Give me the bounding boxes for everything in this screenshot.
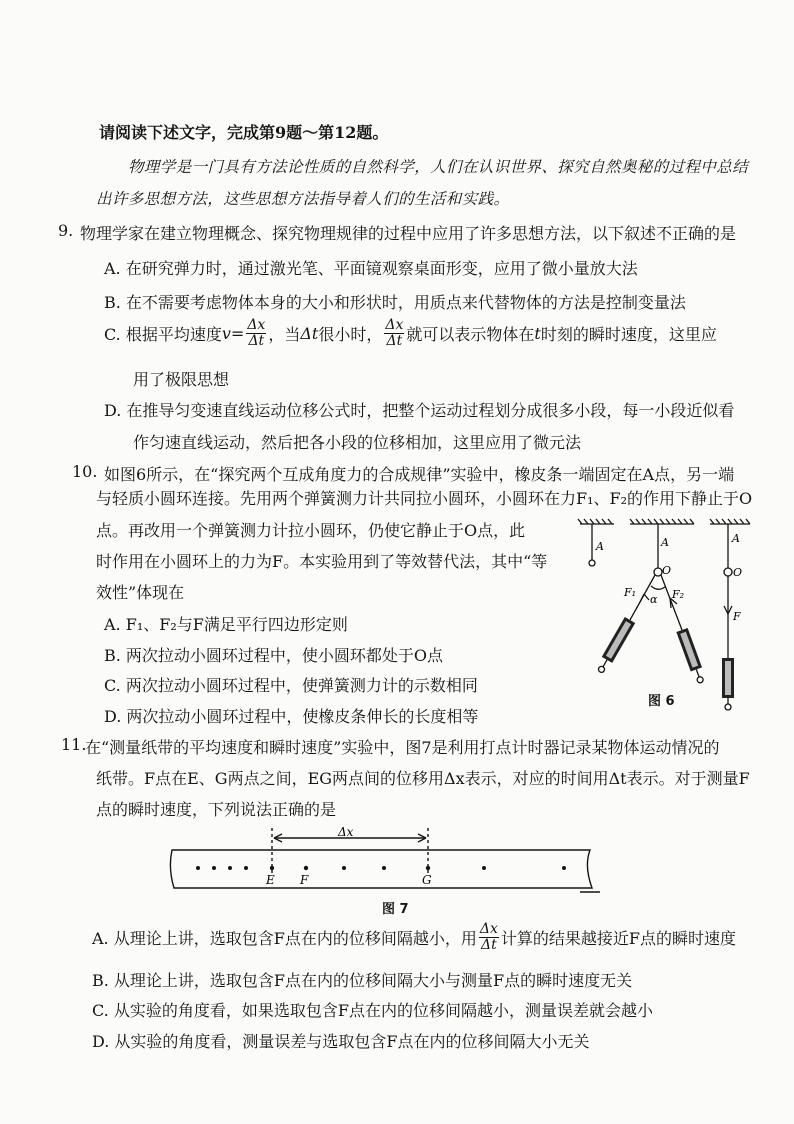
figure-7-caption: 图 7 [382,902,409,917]
fraction-numerator: Δx [385,317,404,333]
fraction-denominator: Δt [386,332,403,349]
q10-line-3: 点。再改用一个弹簧测力计拉小圆环，仍使它静止于O点，此 [96,521,526,540]
q11-a-post: 计算的结果越接近F点的瞬时速度 [500,928,736,948]
q9-option-c [104,318,717,348]
q9-c-v: v [221,323,231,343]
q9-c-fraction-1 [246,318,266,348]
reading-instruction: 请阅读下述文字，完成第9题～第12题。 [99,123,389,142]
paper-tape [170,850,592,888]
figure-7 [160,822,610,898]
q11-line-2: 纸带。F点在E、G两点之间，EG两点间的位移用Δx表示，对应的时间用Δt表示。对于测量F [96,769,750,788]
q9-option-d-line1: D. 在推导匀变速直线运动位移公式时，把整个运动过程划分成很多小段，每一小段近似看 [104,401,735,420]
fig7-label-f: F [300,873,309,887]
q9-c-eq: = [230,323,245,343]
fraction-denominator: Δt [480,936,497,953]
q9-option-a: A. 在研究弹力时，通过激光笔、平面镜观察桌面形变，应用了微小量放大法 [104,259,638,278]
q10-line-5: 效性”体现在 [96,583,185,602]
q11-a-pre: A. 从理论上讲，选取包含F点在内的位移间隔越小，用 [92,928,477,948]
passage-line-2: 出许多思想方法，这些思想方法指导着人们的生活和实践。 [96,190,510,208]
fig6-label-a-middle: A [661,536,669,549]
fig6-label-a-right: A [732,532,740,545]
q9-c-mid4: 时刻的瞬时速度，这里应 [540,324,717,344]
q11-line-1: 在“测量纸带的平均速度和瞬时速度”实验中，图7是利用打点计时器记录某物体运动情况的 [85,738,720,757]
fig7-label-g: G [422,873,432,887]
q11-option-d: D. 从实验的角度看，测量误差与选取包含F点在内的位移间隔大小无关 [92,1032,590,1051]
q10-line-2: 与轻质小圆环连接。先用两个弹簧测力计共同拉小圆环，小圆环在力F₁、F₂的作用下静止于O [96,489,753,508]
q11-number: 11. [61,735,87,754]
q11-option-a [92,922,736,952]
figure-6-caption: 图 6 [648,694,675,709]
fraction-numerator: Δx [479,921,498,937]
q9-option-d-line2: 作匀速直线运动，然后把各小段的位移相加，这里应用了微元法 [133,433,582,452]
fig6-label-f: F [733,610,741,623]
q9-c-dt: Δt [300,323,319,343]
q11-a-fraction [479,922,499,952]
q9-c-mid3: 就可以表示物体在 [406,324,535,344]
q11-option-b: B. 从理论上讲，选取包含F点在内的位移间隔大小与测量F点的瞬时速度无关 [92,971,633,990]
q10-option-c: C. 两次拉动小圆环过程中，使弹簧测力计的示数相同 [104,676,478,695]
fig6-label-f2: F₂ [672,588,685,601]
fig6-spring-scale-right [676,628,706,685]
q11-line-3: 点的瞬时速度，下列说法正确的是 [96,800,337,819]
q9-option-b: B. 在不需要考虑物体本身的大小和形状时，用质点来代替物体的方法是控制变量法 [104,293,686,312]
q10-option-d: D. 两次拉动小圆环过程中，使橡皮条伸长的长度相等 [104,707,479,726]
fraction-numerator: Δx [247,317,266,333]
q10-number: 10. [72,462,98,481]
q10-line-1: 如图6所示，在“探究两个互成角度力的合成规律”实验中，橡皮条一端固定在A点，另一端 [104,465,735,484]
q10-option-b: B. 两次拉动小圆环过程中，使小圆环都处于O点 [104,646,444,665]
fig6-right-setup [710,519,750,658]
passage-line-1: 物理学是一门具有方法论性质的自然科学，人们在认识世界、探究自然奥秘的过程中总结 [128,158,749,176]
q11-option-c: C. 从实验的角度看，如果选取包含F点在内的位移间隔越小，测量误差就会越小 [92,1001,653,1020]
q9-number: 9. [58,221,74,240]
fig7-label-dx: Δx [338,825,354,839]
q10-option-a: A. F₁、F₂与F满足平行四边形定则 [104,615,348,634]
fig7-label-e: E [266,873,275,887]
fig6-spring-scale-vertical [722,658,734,710]
figure-6 [570,516,770,712]
tape-dots [196,866,566,870]
q9-option-c-line2: 用了极限思想 [133,370,230,389]
fig6-label-a-left: A [596,540,604,553]
q9-c-mid1: ，当 [268,324,301,344]
q9-c-pre: C. 根据平均速度 [104,324,222,344]
fig6-label-o-middle: O [662,564,672,577]
fraction-denominator: Δt [248,332,265,349]
q9-c-fraction-2 [384,318,404,348]
fig6-label-alpha: α [650,593,658,606]
fig6-spring-scale-left [595,617,635,675]
fig6-label-o-right: O [733,566,743,579]
fig6-label-f1: F₁ [624,586,637,599]
q9-c-t: t [534,323,541,343]
q9-c-mid2: 很小时， [318,324,383,344]
q10-line-4: 时作用在小圆环上的力为F。本实验用到了等效替代法，其中“等 [96,552,548,571]
q9-stem: 物理学家在建立物理概念、探究物理规律的过程中应用了许多思想方法，以下叙述不正确的是 [80,224,737,243]
